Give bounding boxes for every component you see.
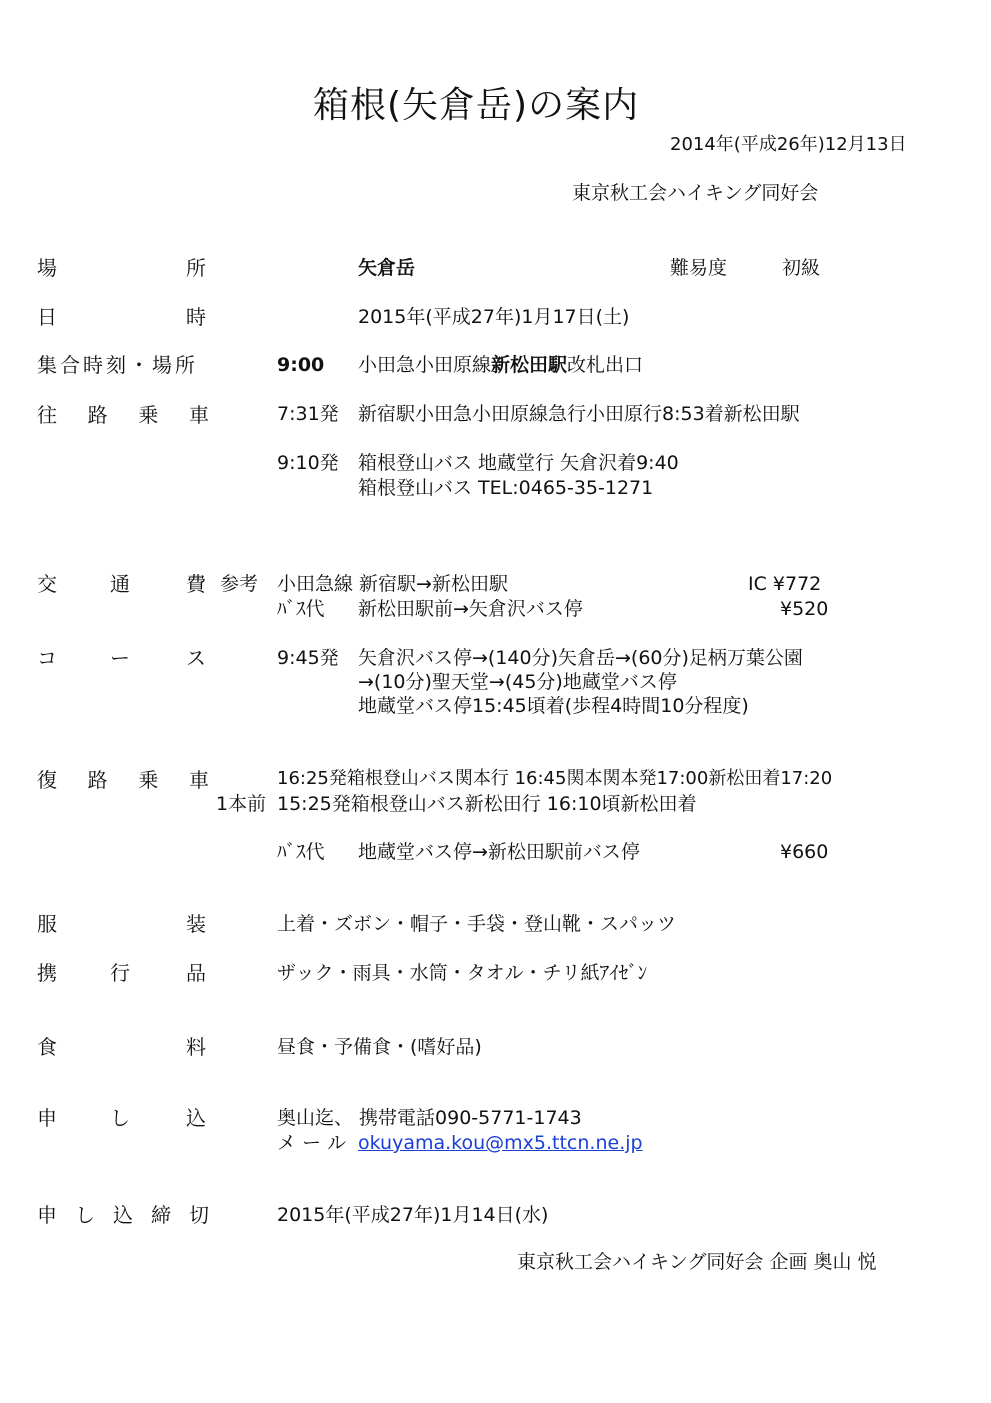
apply-label-char: 申 — [37, 1106, 57, 1130]
return-label-char: 路 — [87, 768, 108, 792]
fare-label-char: 通 — [110, 572, 130, 596]
meeting-station: 新松田駅 — [491, 354, 568, 376]
outbound-label-char: 車 — [188, 403, 209, 427]
apply-phone: 奥山迄、 携帯電話090-5771-1743 — [277, 1107, 582, 1129]
fare-row1-route: 小田急線 新宿駅→新松田駅 — [277, 573, 508, 595]
deadline-label-char: し — [75, 1203, 95, 1227]
items-value: ザック・雨具・水筒・タオル・チリ紙ｱｲｾﾞﾝ — [277, 962, 648, 984]
course-label-char: ー — [110, 646, 130, 670]
return-line-1: 16:25発箱根登山バス関本行 16:45関本関本発17:00新松田着17:20 — [277, 768, 833, 789]
meeting-exit: 改札出口 — [567, 354, 644, 376]
clothing-label-a: 服 — [37, 912, 57, 936]
meeting-label: 集合時刻・場所 — [37, 353, 198, 377]
return-bus-route: 地蔵堂バス停→新松田駅前バス停 — [358, 841, 640, 863]
meeting-place — [358, 356, 643, 375]
fare-row2-type: ﾊﾞｽ代 — [277, 598, 325, 620]
footer-signature: 東京秋工会ハイキング同好会 企画 奥山 悦 — [517, 1251, 877, 1273]
document-date: 2014年(平成26年)12月13日 — [670, 134, 907, 155]
deadline-label-char: 申 — [37, 1203, 57, 1227]
outbound-label-char: 路 — [87, 403, 108, 427]
meeting-line: 小田急小田原線 — [358, 354, 492, 376]
outbound-bus-detail: 箱根登山バス 地蔵堂行 矢倉沢着9:40 — [358, 452, 679, 474]
clothing-value: 上着・ズボン・帽子・手袋・登山靴・スパッツ — [277, 913, 677, 935]
deadline-label-char: 切 — [189, 1203, 209, 1227]
datetime-label-a: 日 — [37, 305, 57, 329]
deadline-value: 2015年(平成27年)1月14日(水) — [277, 1204, 549, 1226]
outbound-bus-contact: 箱根登山バス TEL:0465-35-1271 — [358, 477, 654, 499]
deadline-label — [37, 1205, 209, 1225]
outbound-label-char: 往 — [37, 403, 57, 427]
return-line-2: 15:25発箱根登山バス新松田行 16:10頃新松田着 — [277, 793, 697, 815]
outbound-label — [37, 405, 209, 425]
clothing-label-b: 装 — [186, 912, 206, 936]
difficulty-value: 初級 — [782, 257, 821, 279]
fare-row2-route: 新松田駅前→矢倉沢バス停 — [358, 598, 583, 620]
datetime-value: 2015年(平成27年)1月17日(土) — [358, 306, 630, 328]
fare-row2-price: ¥520 — [780, 598, 829, 620]
return-label-char: 復 — [37, 768, 57, 792]
place-value: 矢倉岳 — [358, 257, 416, 279]
email-link[interactable]: okuyama.kou@mx5.ttcn.ne.jp — [358, 1132, 643, 1154]
course-line-1: 矢倉沢バス停→(140分)矢倉岳→(60分)足柄万葉公園 — [358, 647, 803, 669]
place-label-b: 所 — [186, 256, 206, 280]
items-label-char: 品 — [186, 961, 206, 985]
return-bus-price: ¥660 — [780, 841, 829, 863]
return-label — [37, 770, 209, 790]
place-label-a: 場 — [37, 256, 57, 280]
food-value: 昼食・予備食・(嗜好品) — [277, 1036, 482, 1058]
return-label-char: 車 — [188, 768, 209, 792]
outbound-train-time: 7:31発 — [277, 403, 339, 425]
meeting-time: 9:00 — [277, 354, 325, 376]
apply-label-char: し — [110, 1106, 130, 1130]
difficulty-label: 難易度 — [670, 257, 728, 279]
organization-name: 東京秋工会ハイキング同好会 — [572, 182, 819, 204]
fare-label-char: 費 — [186, 572, 206, 596]
food-label-a: 食 — [37, 1035, 57, 1059]
items-label-char: 行 — [110, 961, 130, 985]
return-bus-type: ﾊﾞｽ代 — [277, 841, 325, 863]
outbound-bus-time: 9:10発 — [277, 452, 339, 474]
food-label-b: 料 — [186, 1035, 206, 1059]
apply-label-char: 込 — [186, 1106, 206, 1130]
page-title: 箱根(矢倉岳)の案内 — [313, 85, 640, 126]
course-label-char: ス — [186, 646, 206, 670]
return-prev-label: 1本前 — [216, 793, 267, 815]
fare-label-char: 交 — [37, 572, 57, 596]
course-label-char: コ — [37, 646, 57, 670]
deadline-label-char: 込 — [113, 1203, 133, 1227]
outbound-train-detail: 新宿駅小田急小田原線急行小田原行8:53着新松田駅 — [358, 403, 800, 425]
return-label-char: 乗 — [138, 768, 159, 792]
outbound-label-char: 乗 — [138, 403, 159, 427]
fare-row1-price: IC ¥772 — [748, 573, 822, 595]
apply-mail-label: メ ー ル — [277, 1132, 347, 1154]
course-line-2: →(10分)聖天堂→(45分)地蔵堂バス停 — [358, 671, 677, 693]
course-time: 9:45発 — [277, 647, 339, 669]
deadline-label-char: 締 — [151, 1203, 171, 1227]
fare-note: 参考 — [220, 573, 259, 595]
items-label-char: 携 — [37, 961, 57, 985]
course-line-3: 地蔵堂バス停15:45頃着(歩程4時間10分程度) — [358, 695, 749, 717]
datetime-label-b: 時 — [186, 305, 206, 329]
